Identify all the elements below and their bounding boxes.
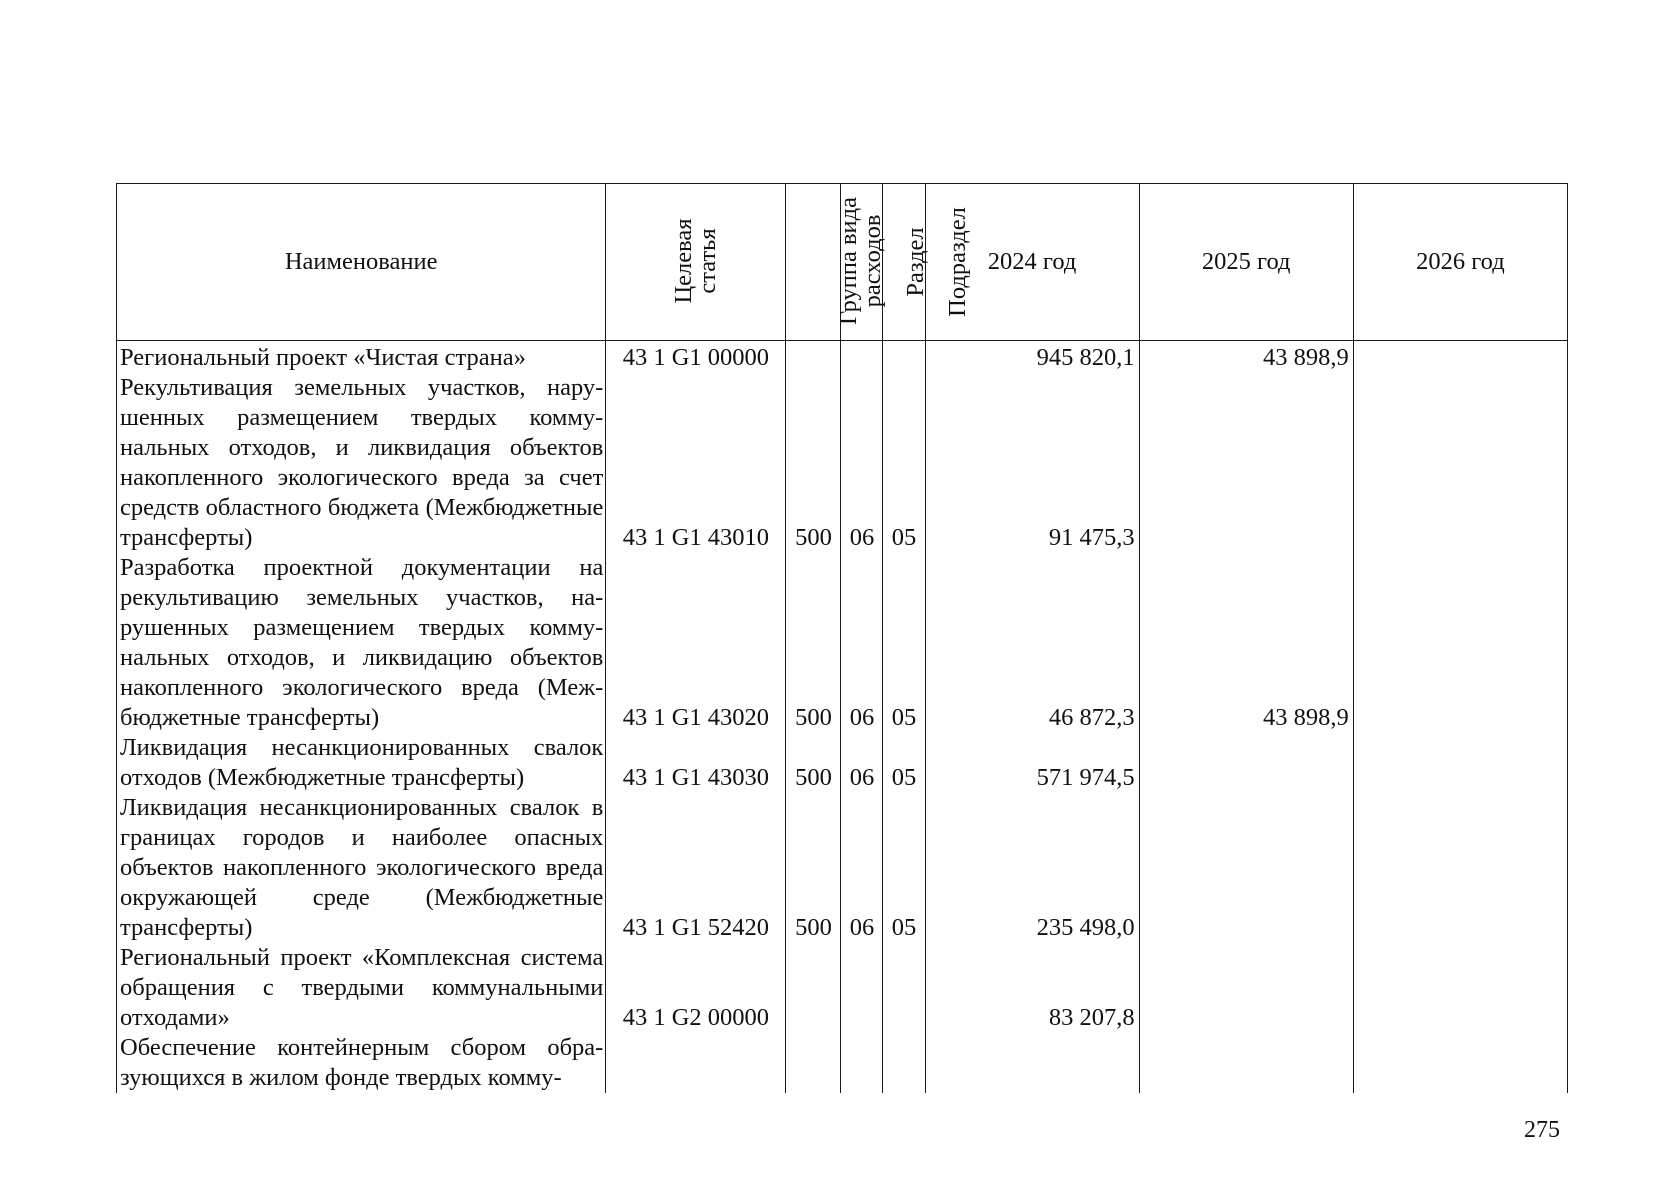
row-2025 xyxy=(1139,733,1353,793)
header-section-label: Раздел xyxy=(902,227,930,297)
row-group xyxy=(786,943,841,1033)
table-row xyxy=(117,341,1568,374)
header-group-label: Группа вида расходов xyxy=(835,196,887,325)
header-2025: 2025 год xyxy=(1139,184,1353,341)
row-2025 xyxy=(1139,1033,1353,1093)
row-section: 06 xyxy=(841,733,883,793)
row-name: Разработка проектной документации на рекультивацию земельных участков, нарушенных размещением твердых коммунальных отходов, и ликвидацию объектов накопленного экологического вреда (Межбюджетные трансферты) xyxy=(117,553,606,733)
row-group: 500 xyxy=(786,373,841,553)
row-2026 xyxy=(1353,341,1567,374)
row-2026 xyxy=(1353,553,1567,733)
header-2026: 2026 год xyxy=(1353,184,1567,341)
header-2024: 2024 год xyxy=(925,184,1139,341)
row-code: 43 1 G1 00000 xyxy=(606,341,786,374)
row-section xyxy=(841,341,883,374)
row-section: 06 xyxy=(841,793,883,943)
row-2024: 235 498,0 xyxy=(925,793,1139,943)
header-subsection-label: Подраздел xyxy=(944,207,972,317)
table-row xyxy=(117,733,1568,793)
budget-table xyxy=(116,183,1568,1093)
row-section xyxy=(841,943,883,1033)
row-group xyxy=(786,341,841,374)
page-number: 275 xyxy=(1524,1117,1560,1143)
row-section xyxy=(841,1033,883,1093)
row-code: 43 1 G2 00000 xyxy=(606,943,786,1033)
row-subsection: 05 xyxy=(883,373,925,553)
row-subsection xyxy=(883,1033,925,1093)
row-section: 06 xyxy=(841,553,883,733)
row-group xyxy=(786,1033,841,1093)
table-row xyxy=(117,943,1568,1033)
row-2024: 945 820,1 xyxy=(925,341,1139,374)
row-2026 xyxy=(1353,733,1567,793)
row-2024: 83 207,8 xyxy=(925,943,1139,1033)
row-code: 43 1 G1 43030 xyxy=(606,733,786,793)
row-subsection: 05 xyxy=(883,553,925,733)
row-name: Ликвидация несанкционированных свалок отходов (Межбюджетные трансферты) xyxy=(117,733,606,793)
row-name: Региональный проект «Комплексная система обращения с твердыми коммунальными отходами» xyxy=(117,943,606,1033)
row-group: 500 xyxy=(786,553,841,733)
table-header-row xyxy=(117,184,1568,341)
row-2024: 46 872,3 xyxy=(925,553,1139,733)
table-row xyxy=(117,553,1568,733)
row-name: Обеспечение контейнерным сбором образующихся в жилом фонде твердых комму- xyxy=(117,1033,606,1093)
row-code xyxy=(606,1033,786,1093)
row-name: Ликвидация несанкционированных свалок в границах городов и наиболее опасных объектов накопленного экологического вреда окружающей среде (Межбюджетные трансферты) xyxy=(117,793,606,943)
row-2026 xyxy=(1353,1033,1567,1093)
table-row xyxy=(117,373,1568,553)
row-subsection xyxy=(883,341,925,374)
row-section: 06 xyxy=(841,373,883,553)
row-2025: 43 898,9 xyxy=(1139,553,1353,733)
row-2025 xyxy=(1139,943,1353,1033)
row-group: 500 xyxy=(786,793,841,943)
row-2026 xyxy=(1353,373,1567,553)
row-2025 xyxy=(1139,373,1353,553)
header-code-label: Целевая статья xyxy=(669,217,721,304)
row-2024 xyxy=(925,1033,1139,1093)
row-subsection xyxy=(883,943,925,1033)
row-name: Региональный проект «Чистая страна» xyxy=(117,341,606,374)
row-code: 43 1 G1 52420 xyxy=(606,793,786,943)
header-name: Наименование xyxy=(117,184,606,341)
row-2024: 91 475,3 xyxy=(925,373,1139,553)
row-code: 43 1 G1 43010 xyxy=(606,373,786,553)
row-2024: 571 974,5 xyxy=(925,733,1139,793)
row-2026 xyxy=(1353,943,1567,1033)
header-group xyxy=(786,184,887,341)
row-name: Рекультивация земельных участков, нарушенных размещением твердых коммунальных отходов, и ликвидация объектов накопленного экологического вреда за счет средств областного бюджета (Межбюджетные трансферты) xyxy=(117,373,606,553)
table-row xyxy=(117,1033,1568,1093)
row-code: 43 1 G1 43020 xyxy=(606,553,786,733)
row-subsection: 05 xyxy=(883,793,925,943)
row-2025: 43 898,9 xyxy=(1139,341,1353,374)
row-2026 xyxy=(1353,793,1567,943)
row-subsection: 05 xyxy=(883,733,925,793)
header-code xyxy=(606,184,786,341)
row-group: 500 xyxy=(786,733,841,793)
table-row xyxy=(117,793,1568,943)
row-2025 xyxy=(1139,793,1353,943)
